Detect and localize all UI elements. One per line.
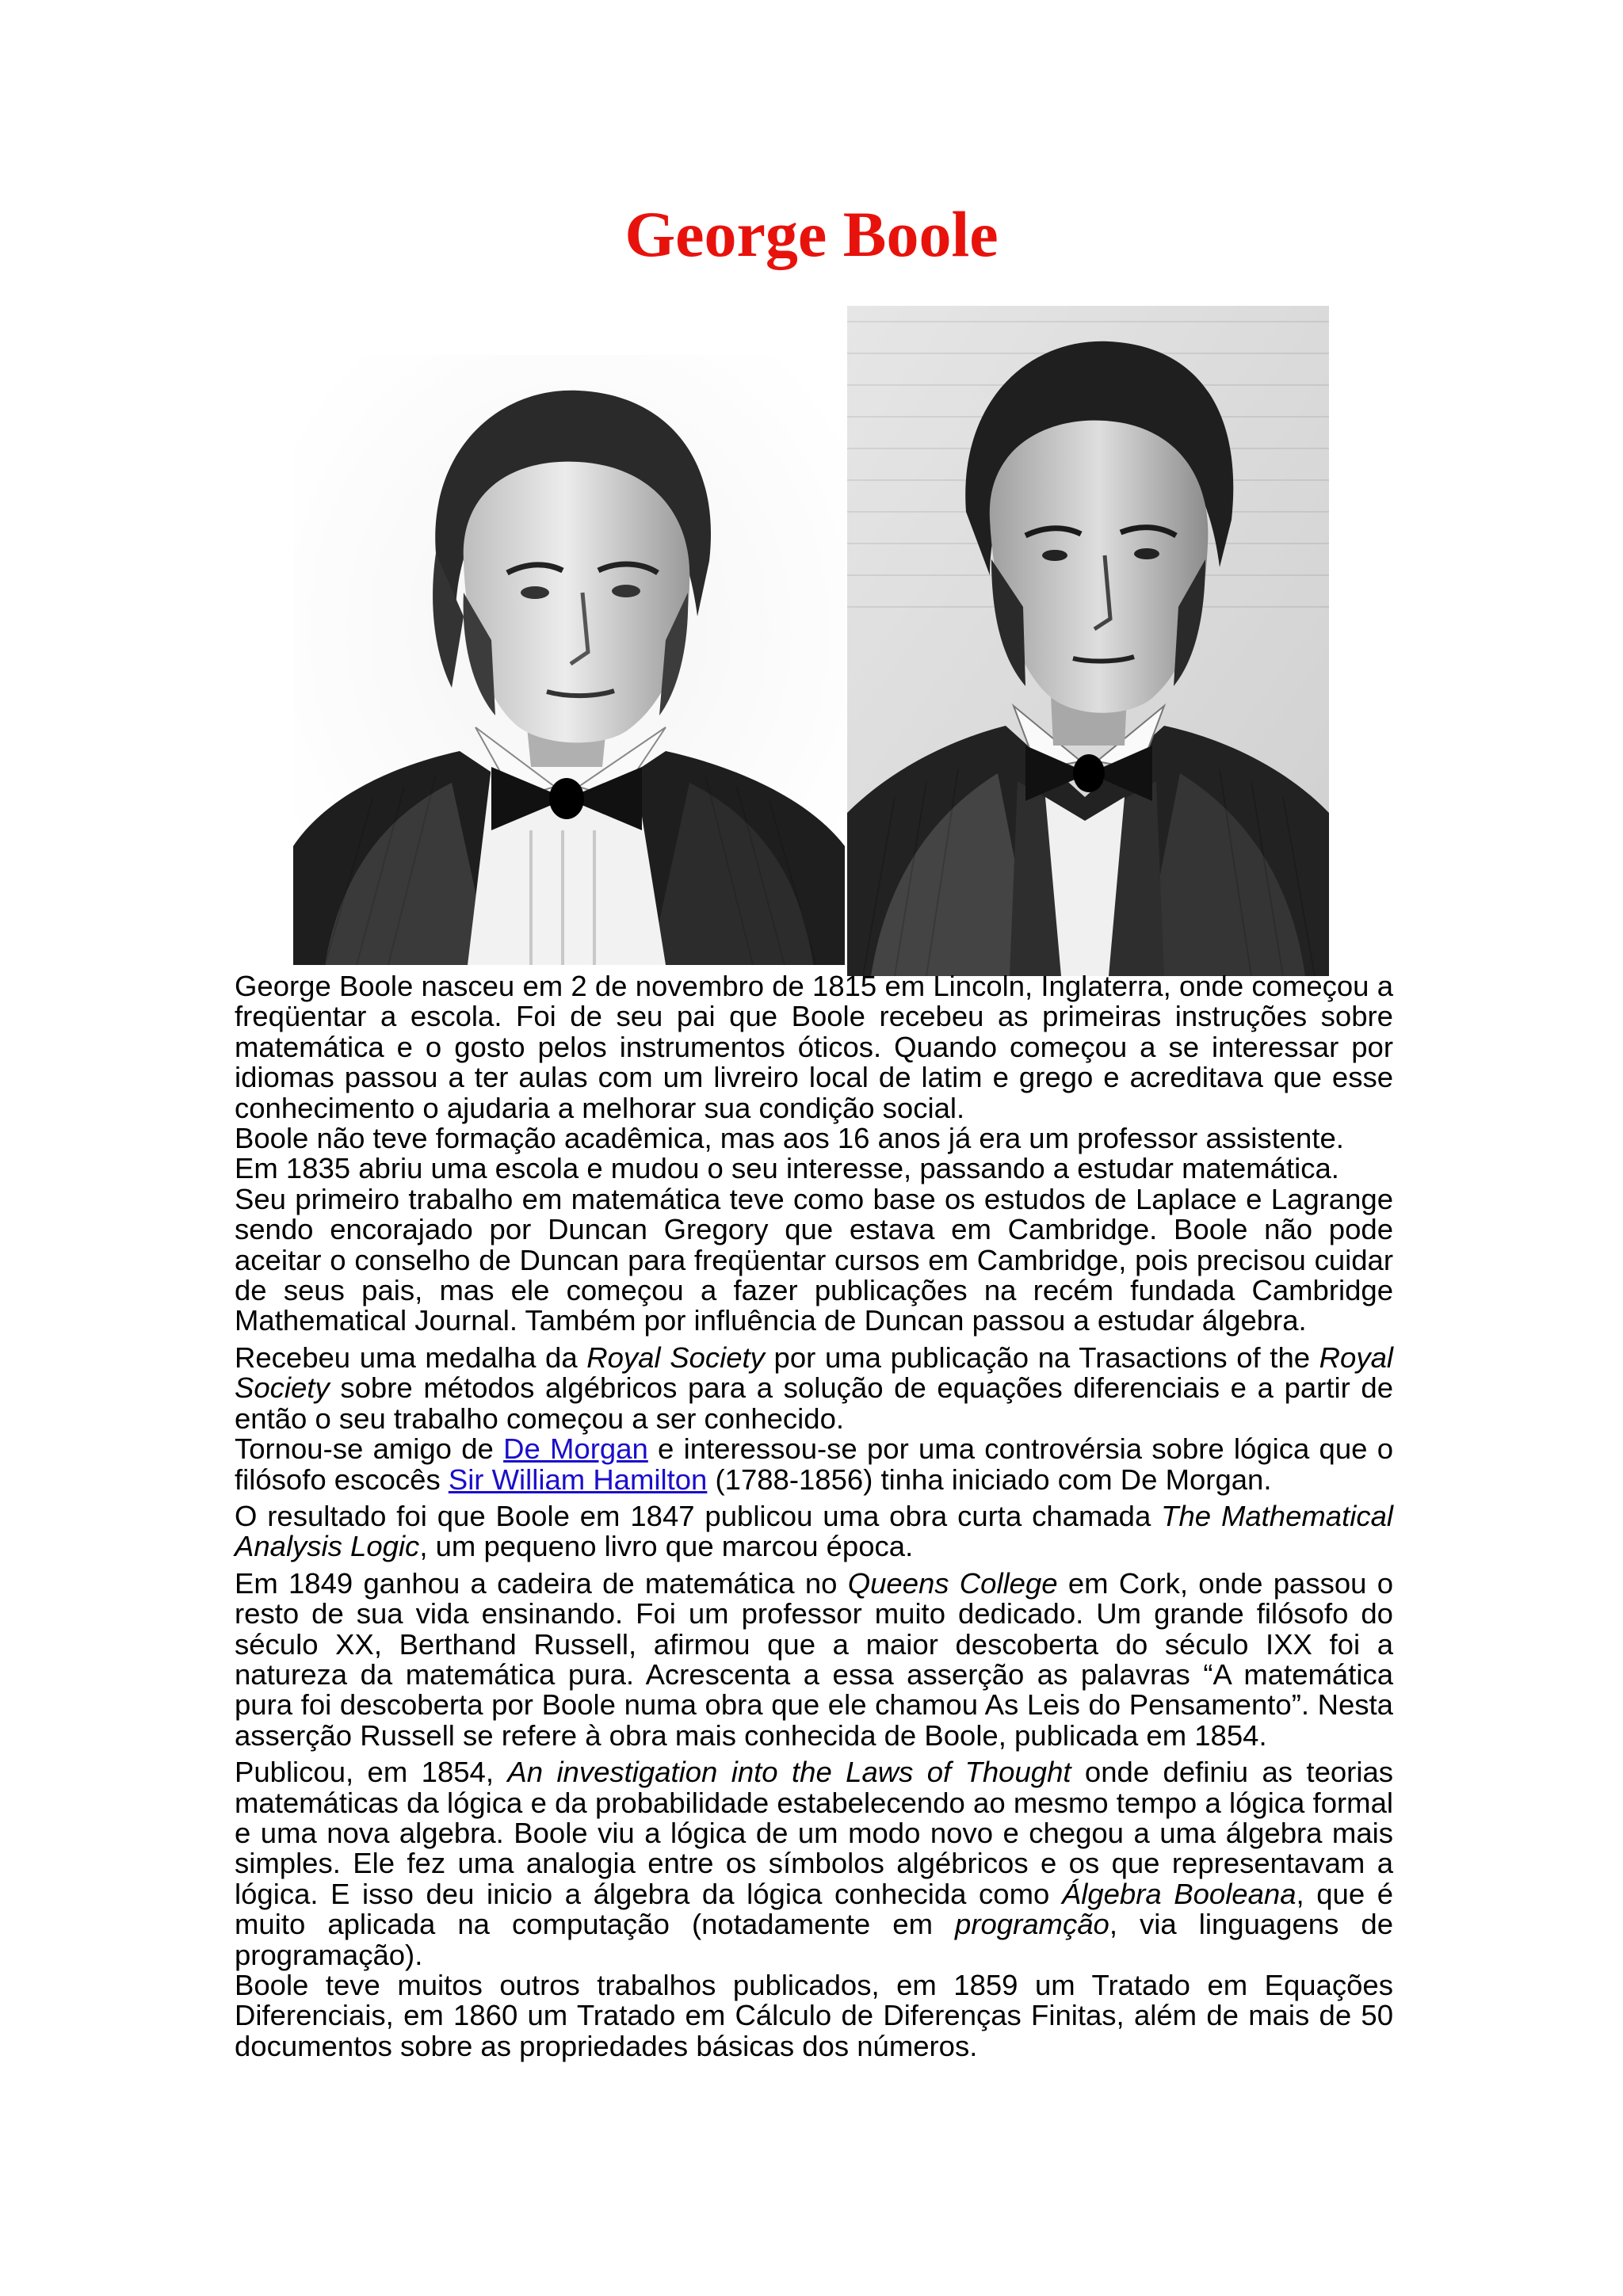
paragraph-school: Em 1835 abriu uma escola e mudou o seu interesse, passando a estudar matemática.: [235, 1152, 1339, 1185]
portrait-right: [847, 306, 1329, 976]
emphasis-book-title: The Mathematical Analysis Logic: [235, 1499, 1394, 1563]
text-span: em Cork, onde passou o resto de sua vida ensinando. Foi um professor muito dedicado. Um grande filósofo do século XX, Berthand Russell, afirmou que a maior descoberta do século IXX foi a natureza da matemática pura. Acrescenta a essa asserção as palavras “A matemática pura foi descoberta por Boole numa obra que ele chamou As Leis do Pensamento”. Nesta asserção Russell se refere à obra mais conhecida de Boole, publicada em 1854.: [235, 1566, 1394, 1752]
paragraph-laws-of-thought: [235, 1757, 1393, 1970]
text-span: , um pequeno livro que marcou época.: [419, 1530, 914, 1563]
text-span: por uma publicação na Trasactions of the: [764, 1341, 1319, 1374]
text-span: , que é muito aplicada na computação (notadamente em: [235, 1877, 1394, 1941]
portrait-left: [293, 355, 845, 965]
portrait-right-image: [847, 306, 1329, 976]
emphasis-programcao: programção: [955, 1908, 1109, 1941]
article-body: [235, 971, 1393, 2061]
emphasis-royal-society: Royal Society: [235, 1341, 1393, 1405]
text-span: Recebeu uma medalha da: [235, 1341, 587, 1374]
paragraph-de-morgan: [235, 1434, 1393, 1495]
text-span: , via linguagens de programação).: [235, 1908, 1393, 1971]
text-span: Em 1849 ganhou a cadeira de matemática no: [235, 1566, 848, 1600]
link-de-morgan[interactable]: De Morgan: [503, 1432, 648, 1466]
paragraph-medal: [235, 1343, 1393, 1434]
emphasis-queens-college: Queens College: [847, 1566, 1058, 1600]
text-span: e interessou-se por uma controvérsia sobre lógica que o filósofo escocês: [235, 1432, 1393, 1496]
text-span: Tornou-se amigo de: [235, 1432, 504, 1466]
page-title: George Boole: [624, 198, 999, 270]
emphasis-algebra-booleana: Álgebra Booleana: [1061, 1877, 1296, 1910]
text-span: (1788-1856) tinha iniciado com De Morgan.: [707, 1463, 1272, 1496]
paragraph-birth: George Boole nasceu em 2 de novembro de 1815 em Lincoln, Inglaterra, onde começou a freqüentar a escola. Foi de seu pai que Boole recebeu as primeiras instruções sobre matemática e o gosto pelos instrumentos óticos. Quando começou a se interessar por idiomas passou a ter aulas com um livreiro local de latim e grego e acreditava que esse conhecimento o ajudaria a melhorar sua condição social.: [235, 970, 1393, 1124]
paragraph-education: Boole não teve formação acadêmica, mas aos 16 anos já era um professor assistente.: [235, 1122, 1344, 1155]
paragraph-other-works: Boole teve muitos outros trabalhos publicados, em 1859 um Tratado em Equações Diferenciais, em 1860 um Tratado em Cálculo de Diferenças Finitas, além de mais de 50 documentos sobre as propriedades básicas dos números.: [235, 1969, 1393, 2062]
link-sir-william-hamilton[interactable]: Sir William Hamilton: [448, 1463, 708, 1496]
portrait-left-image: [293, 355, 845, 965]
paragraph-queens-college: [235, 1566, 1394, 1752]
paragraph-first-work: Seu primeiro trabalho em matemática teve como base os estudos de Laplace e Lagrange sendo encorajado por Duncan Gregory que estava em Cambridge. Boole não pode aceitar o conselho de Duncan para freqüentar cursos em Cambridge, pois precisou cuidar de seus pais, mas ele começou a fazer publicações na recém fundada Cambridge Mathematical Journal. Também por influência de Duncan passou a estudar álgebra.: [235, 1182, 1393, 1337]
text-span: Publicou, em 1854,: [235, 1756, 508, 1789]
paragraph-1847: [235, 1501, 1393, 1562]
text-span: onde definiu as teorias matemáticas da lógica e da probabilidade estabelecendo ao mesmo tempo a lógica formal e uma nova algebra. Boole viu a lógica de um modo novo e chegou a uma álgebra mais simples. Ele fez uma analogia entre os símbolos algébricos e os que representavam a lógica. E isso deu inicio a álgebra da lógica conhecida como: [235, 1756, 1393, 1910]
text-span: sobre métodos algébricos para a solução de equações diferenciais e a partir de então o seu trabalho começou a ser conhecido.: [235, 1371, 1393, 1435]
text-span: O resultado foi que Boole em 1847 publicou uma obra curta chamada: [235, 1499, 1162, 1532]
emphasis-book-title: An investigation into the Laws of Thought: [507, 1756, 1071, 1789]
emphasis-royal-society: Royal Society: [586, 1341, 765, 1374]
